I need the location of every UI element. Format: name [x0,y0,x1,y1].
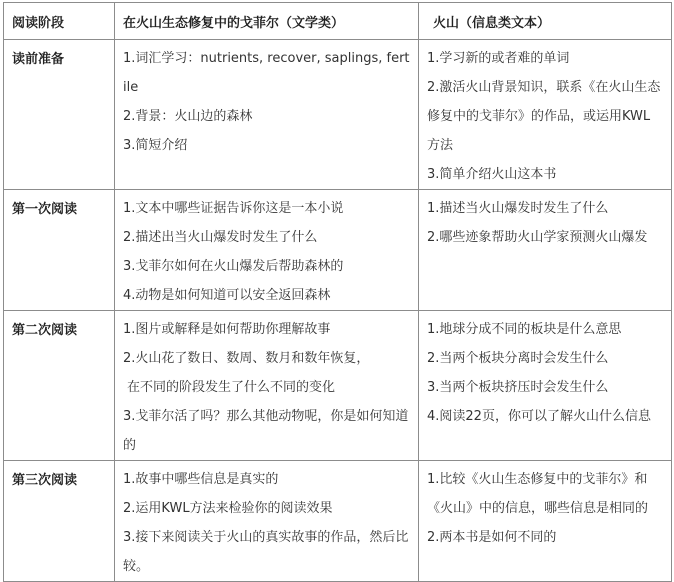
informational-cell [419,190,672,311]
list-item: 1.图片或解释是如何帮助你理解故事 [123,322,331,337]
list-item: 2.运用KWL方法来检验你的阅读效果 [123,501,333,516]
list-item: 2.火山花了数日、数周、数月和数年恢复， [123,351,370,366]
list-item: 3.简单介绍火山这本书 [427,167,557,182]
header-stage: 阅读阶段 [4,3,115,40]
list-item: 2.两本书是如何不同的 [427,530,557,545]
literary-cell [115,461,419,582]
list-item: 4.动物是如何知道可以安全返回森林 [123,288,331,303]
stage-cell: 读前准备 [4,40,115,190]
list-item: 2.哪些迹象帮助火山学家预测火山爆发 [427,230,648,245]
table-row [4,40,672,190]
reading-plan-table [3,2,672,582]
list-item: 1.文本中哪些证据告诉你这是一本小说 [123,201,344,216]
informational-cell [419,461,672,582]
list-item: 1.故事中哪些信息是真实的 [123,472,279,487]
list-item: 3.戈菲尔如何在火山爆发后帮助森林的 [123,259,344,274]
table-row [4,461,672,582]
list-item: 1.地球分成不同的板块是什么意思 [427,322,622,337]
list-item: 1.描述当火山爆发时发生了什么 [427,201,609,216]
literary-cell [115,311,419,461]
header-literary: 在火山生态修复中的戈菲尔（文学类） [115,3,419,40]
list-item: 2.背景：火山边的森林 [123,109,253,124]
list-item: 2.激活火山背景知识，联系《在火山生态修复中的戈菲尔》的作品，或运用KWL方法 [427,80,661,153]
list-item: 4.阅读22页，你可以了解火山什么信息 [427,409,651,424]
literary-cell [115,40,419,190]
list-item: 1.学习新的或者难的单词 [427,51,570,66]
list-item: 1.比较《火山生态修复中的戈菲尔》和《火山》中的信息，哪些信息是相同的 [427,472,649,516]
stage-cell: 第一次阅读 [4,190,115,311]
list-item: 3.接下来阅读关于火山的真实故事的作品，然后比较。 [123,530,409,574]
list-item: 3.戈菲尔活了吗？那么其他动物呢，你是如何知道的 [123,409,409,453]
list-item: 1.词汇学习：nutrients, recover, saplings, fertile [123,51,410,95]
header-row [4,3,672,40]
stage-cell: 第二次阅读 [4,311,115,461]
header-informational: 火山（信息类文本） [419,3,672,40]
list-item: 3.简短介绍 [123,138,188,153]
table-row [4,311,672,461]
list-item: 3.当两个板块挤压时会发生什么 [427,380,609,395]
list-item: 2.当两个板块分离时会发生什么 [427,351,609,366]
stage-cell: 第三次阅读 [4,461,115,582]
list-item: 2.描述出当火山爆发时发生了什么 [123,230,318,245]
informational-cell [419,311,672,461]
informational-cell [419,40,672,190]
list-item: 在不同的阶段发生了什么不同的变化 [127,380,336,395]
table-row [4,190,672,311]
literary-cell [115,190,419,311]
